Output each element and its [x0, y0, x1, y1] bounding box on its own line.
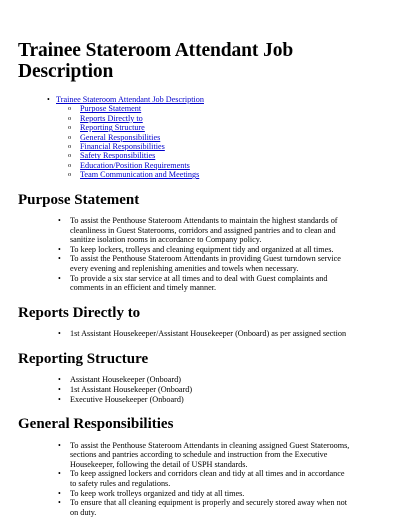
section-heading-reports: Reports Directly to [18, 304, 141, 321]
toc-subitem [80, 142, 352, 151]
toc-link-safety[interactable]: Safety Responsibilities [80, 151, 156, 161]
toc-sublist [56, 104, 352, 179]
list-item: • To keep assigned lockers and corridors clean and tidy at all times and in accordance to safety rules and regulations. [70, 469, 352, 488]
toc-link-purpose[interactable]: Purpose Statement [80, 104, 142, 114]
toc-link-financial[interactable]: Financial Responsibilities [80, 141, 165, 151]
toc-link-general[interactable]: General Responsibilities [80, 132, 161, 142]
section-heading-general: General Responsibilities [18, 416, 174, 433]
list-item: • To assist the Penthouse Stateroom Attendants in providing Guest turndown service every evening and replenishing amenities and towels when necessary. [70, 254, 352, 273]
general-list [18, 441, 352, 518]
list-item: • To provide a six star service at all times and to deal with Guest complaints and comments in an efficient and timely manner. [70, 274, 352, 293]
toc-link-structure[interactable]: Reporting Structure [80, 123, 145, 133]
toc-link-reports[interactable]: Reports Directly to [80, 113, 143, 123]
toc-subitem [80, 133, 352, 142]
list-item: • Executive Housekeeper (Onboard) [70, 395, 352, 405]
toc-subitem [80, 161, 352, 170]
section-heading-structure: Reporting Structure [18, 350, 149, 367]
toc-link-team[interactable]: Team Communication and Meetings [80, 170, 200, 180]
purpose-list [18, 216, 352, 293]
reports-list [18, 329, 352, 339]
list-item: • To assist the Penthouse Stateroom Attendants to maintain the highest standards of cleanliness in Guest Staterooms, corridors and assigned pantries and to clean and sanitize isolation rooms in accordance to Company policy. [70, 216, 352, 245]
toc-subitem [80, 151, 352, 160]
table-of-contents [18, 95, 352, 180]
toc-subitem [80, 114, 352, 123]
toc-subitem [80, 104, 352, 113]
toc-link-education[interactable]: Education/Position Requirements [80, 160, 190, 170]
toc-link-main[interactable]: Trainee Stateroom Attendant Job Description [56, 94, 204, 104]
toc-subitem [80, 170, 352, 179]
list-item: • To keep work trolleys organized and tidy at all times. [70, 489, 352, 499]
list-item: • 1st Assistant Housekeeper (Onboard) [70, 385, 352, 395]
page-title: Trainee Stateroom Attendant Job Description [18, 40, 294, 83]
structure-list [18, 375, 352, 404]
toc-item [56, 95, 352, 180]
section-heading-purpose: Purpose Statement [18, 191, 140, 208]
list-item: • 1st Assistant Housekeeper/Assistant Housekeeper (Onboard) as per assigned section [70, 329, 352, 339]
list-item: • To ensure that all cleaning equipment is properly and securely stored away when not on duty. [70, 498, 352, 517]
list-item: • To assist the Penthouse Stateroom Attendants in cleaning assigned Guest Staterooms, sections and pantries according to schedule and instruction from the Executive Housekeeper, following the detail of USPH standards. [70, 441, 352, 470]
list-item: • Assistant Housekeeper (Onboard) [70, 375, 352, 385]
toc-subitem [80, 123, 352, 132]
list-item: • To keep lockers, trolleys and cleaning equipment tidy and organized at all times. [70, 245, 352, 255]
